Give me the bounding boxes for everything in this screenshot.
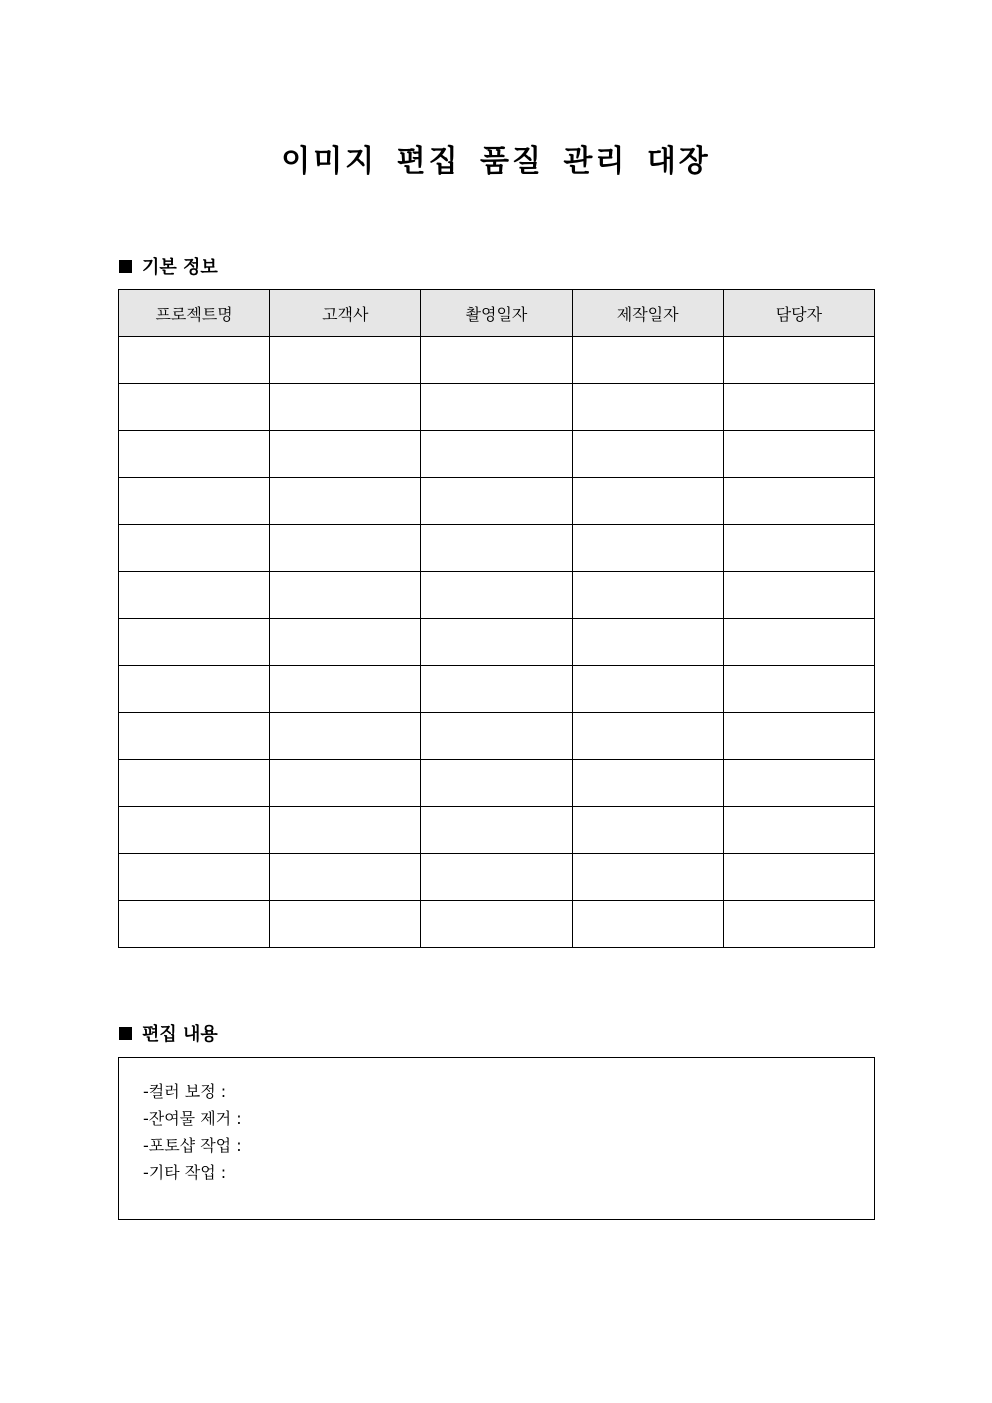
page-title: 이미지 편집 품질 관리 대장 bbox=[281, 144, 711, 179]
table-cell[interactable] bbox=[723, 807, 874, 854]
column-header-production-date: 제작일자 bbox=[572, 290, 723, 337]
table-cell[interactable] bbox=[270, 431, 421, 478]
table-row bbox=[119, 337, 875, 384]
table-row bbox=[119, 713, 875, 760]
table-cell[interactable] bbox=[572, 431, 723, 478]
table-cell[interactable] bbox=[723, 525, 874, 572]
table-cell[interactable] bbox=[270, 572, 421, 619]
table-cell[interactable] bbox=[572, 854, 723, 901]
table-cell[interactable] bbox=[421, 854, 572, 901]
table-header-row bbox=[119, 290, 875, 337]
table-cell[interactable] bbox=[421, 666, 572, 713]
table-cell[interactable] bbox=[572, 901, 723, 948]
table-cell[interactable] bbox=[270, 807, 421, 854]
table-cell[interactable] bbox=[572, 666, 723, 713]
table-row bbox=[119, 807, 875, 854]
table-cell[interactable] bbox=[572, 384, 723, 431]
table-cell[interactable] bbox=[723, 337, 874, 384]
table-row bbox=[119, 619, 875, 666]
section-heading-edit-content bbox=[119, 1020, 218, 1046]
table-cell[interactable] bbox=[270, 525, 421, 572]
table-cell[interactable] bbox=[723, 572, 874, 619]
table-cell[interactable] bbox=[723, 760, 874, 807]
table-cell[interactable] bbox=[270, 713, 421, 760]
table-cell[interactable] bbox=[119, 666, 270, 713]
table-cell[interactable] bbox=[119, 854, 270, 901]
table-cell[interactable] bbox=[270, 384, 421, 431]
section-heading-basic-info bbox=[119, 253, 218, 279]
table-cell[interactable] bbox=[119, 525, 270, 572]
table-cell[interactable] bbox=[572, 525, 723, 572]
column-header-client: 고객사 bbox=[270, 290, 421, 337]
table-cell[interactable] bbox=[723, 478, 874, 525]
table-cell[interactable] bbox=[421, 807, 572, 854]
table-cell[interactable] bbox=[723, 854, 874, 901]
table-cell[interactable] bbox=[421, 901, 572, 948]
table-cell[interactable] bbox=[723, 713, 874, 760]
table-cell[interactable] bbox=[572, 478, 723, 525]
table-cell[interactable] bbox=[421, 525, 572, 572]
table-cell[interactable] bbox=[421, 337, 572, 384]
table-cell[interactable] bbox=[723, 901, 874, 948]
table-cell[interactable] bbox=[572, 337, 723, 384]
column-header-shoot-date: 촬영일자 bbox=[421, 290, 572, 337]
table-cell[interactable] bbox=[119, 431, 270, 478]
table-row bbox=[119, 854, 875, 901]
table-cell[interactable] bbox=[270, 478, 421, 525]
table-cell[interactable] bbox=[421, 572, 572, 619]
table-cell[interactable] bbox=[119, 619, 270, 666]
table-cell[interactable] bbox=[119, 901, 270, 948]
edit-item-photoshop-work: -포토샵 작업 : bbox=[143, 1136, 242, 1155]
table-row bbox=[119, 525, 875, 572]
table-cell[interactable] bbox=[119, 384, 270, 431]
table-cell[interactable] bbox=[421, 760, 572, 807]
table-row bbox=[119, 384, 875, 431]
edit-content-box[interactable] bbox=[118, 1057, 875, 1220]
table-cell[interactable] bbox=[723, 666, 874, 713]
basic-info-table bbox=[118, 289, 875, 948]
table-row bbox=[119, 901, 875, 948]
table-cell[interactable] bbox=[572, 619, 723, 666]
table-cell[interactable] bbox=[119, 478, 270, 525]
table-cell[interactable] bbox=[723, 431, 874, 478]
edit-content-list bbox=[143, 1078, 242, 1186]
table-cell[interactable] bbox=[723, 384, 874, 431]
column-header-manager: 담당자 bbox=[723, 290, 874, 337]
table-cell[interactable] bbox=[421, 619, 572, 666]
table-row bbox=[119, 760, 875, 807]
table-row bbox=[119, 478, 875, 525]
table-cell[interactable] bbox=[270, 760, 421, 807]
table-cell[interactable] bbox=[572, 713, 723, 760]
table-cell[interactable] bbox=[270, 619, 421, 666]
table-cell[interactable] bbox=[270, 901, 421, 948]
table-cell[interactable] bbox=[270, 854, 421, 901]
table-cell[interactable] bbox=[119, 807, 270, 854]
table-cell[interactable] bbox=[119, 572, 270, 619]
table-cell[interactable] bbox=[421, 478, 572, 525]
table-cell[interactable] bbox=[572, 572, 723, 619]
edit-item-color-correction: -컬러 보정 : bbox=[143, 1082, 227, 1101]
table-row bbox=[119, 666, 875, 713]
table-body bbox=[119, 337, 875, 948]
table-cell[interactable] bbox=[421, 713, 572, 760]
table-cell[interactable] bbox=[119, 337, 270, 384]
table-cell[interactable] bbox=[270, 337, 421, 384]
table-cell[interactable] bbox=[421, 431, 572, 478]
table-cell[interactable] bbox=[270, 666, 421, 713]
edit-item-residue-removal: -잔여물 제거 : bbox=[143, 1109, 242, 1128]
table-cell[interactable] bbox=[572, 807, 723, 854]
table-cell[interactable] bbox=[572, 760, 723, 807]
table-cell[interactable] bbox=[723, 619, 874, 666]
column-header-project-name: 프로젝트명 bbox=[119, 290, 270, 337]
table-cell[interactable] bbox=[421, 384, 572, 431]
square-bullet-icon bbox=[119, 260, 132, 273]
section-heading-label: 편집 내용 bbox=[142, 1024, 218, 1045]
table-row bbox=[119, 431, 875, 478]
edit-item-other-work: -기타 작업 : bbox=[143, 1163, 227, 1182]
table-row bbox=[119, 572, 875, 619]
section-heading-label: 기본 정보 bbox=[142, 257, 218, 278]
table-cell[interactable] bbox=[119, 713, 270, 760]
table-cell[interactable] bbox=[119, 760, 270, 807]
square-bullet-icon bbox=[119, 1027, 132, 1040]
